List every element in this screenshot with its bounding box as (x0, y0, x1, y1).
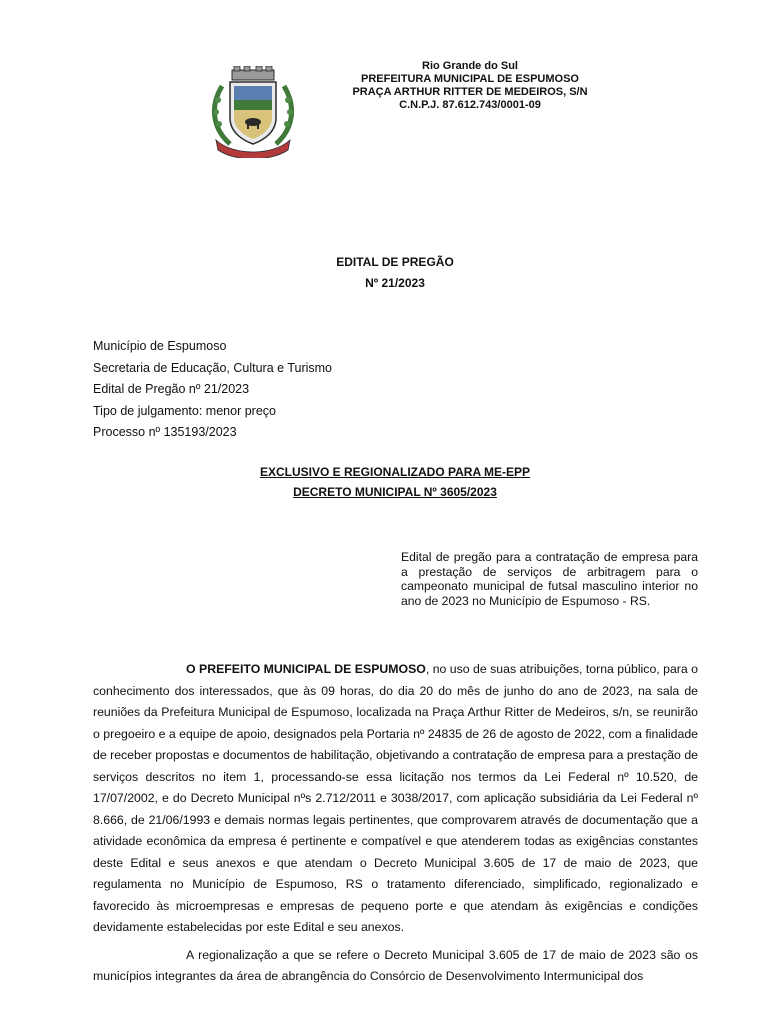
info-secretariat: Secretaria de Educação, Cultura e Turismo (93, 360, 333, 375)
ementa-summary: Edital de pregão para a contratação de empresa para a prestação de serviços de arbitragem para o campeonato municipal de futsal masculino interior no ano de 2023 no Município de Espumoso - RS. (401, 550, 698, 608)
exclusive-line-2: DECRETO MUNICIPAL Nº 3605/2023 (293, 485, 497, 499)
letterhead-address: PRAÇA ARTHUR RITTER DE MEDEIROS, S/N (352, 86, 588, 98)
info-edital: Edital de Pregão nº 21/2023 (93, 382, 250, 396)
exclusive-line-1: EXCLUSIVO E REGIONALIZADO PARA ME-EPP (259, 465, 531, 479)
info-municipality: Município de Espumoso (93, 339, 227, 353)
paragraph-1-bold: O PREFEITO MUNICIPAL DE ESPUMOSO (186, 662, 426, 676)
letterhead-cnpj: C.N.P.J. 87.612.743/0001-09 (399, 99, 541, 111)
paragraph-1-text: , no uso de suas atribuições, torna público, para o conhecimento dos interessados, que às 09 horas, do dia 20 do mês de junho do ano de 2023, na sala de reuniões da Prefeitura Municipal de Espumoso, localizada na Praça Arthur Ritter de Medeiros, s/n, se reunirão o pregoeiro e a equipe de apoio, designados pela Portaria nº 24835 de 26 de agosto de 2022, com a finalidade de receber propostas e documentos de habilitação, objetivando a contratação de empresa para a prestação de serviços descritos no item 1, processando-se essa licitação nos termos da Lei Federal nº 10.520, de 17/07/2002, e do Decreto Municipal nºs 2.712/2011 e 3038/2017, com aplicação subsidiária da Lei Federal nº 8.666, de 21/06/1993 e demais normas legais pertinentes, que comprovarem através de documentação que a atividade econômica da empresa é pertinente e compatível e que atenderem todas as exigências constantes deste Edital e seus anexos e que atendam o Decreto Municipal 3.605 de 17 de maio de 2023, que regulamenta no Município de Espumoso, RS o tratamento diferenciado, simplificado, regionalizado e favorecido às microempresas e empresas de pequeno porte e que atendam às exigências e condições devidamente estabelecidas por este Edital e seu anexos. (93, 662, 698, 934)
paragraph-1 (93, 659, 698, 939)
exclusive-heading (200, 462, 590, 502)
paragraph-2: A regionalização a que se refere o Decreto Municipal 3.605 de 17 de maio de 2023 são os municípios integrantes da área de abrangência do Consórcio de Desenvolvimento Intermunicipal dos (93, 947, 698, 983)
municipal-coat-of-arms-icon (208, 66, 298, 158)
title-line-2: Nº 21/2023 (365, 276, 425, 290)
process-info (93, 336, 332, 444)
document-title (230, 252, 560, 294)
body-text (93, 659, 698, 988)
letterhead-state: Rio Grande do Sul (422, 60, 518, 72)
info-process-number: Processo nº 135193/2023 (93, 425, 237, 439)
info-judgement-type: Tipo de julgamento: menor preço (93, 403, 276, 418)
title-line-1: EDITAL DE PREGÃO (336, 255, 454, 269)
letterhead-prefecture: PREFEITURA MUNICIPAL DE ESPUMOSO (361, 73, 579, 85)
letterhead (320, 60, 620, 112)
